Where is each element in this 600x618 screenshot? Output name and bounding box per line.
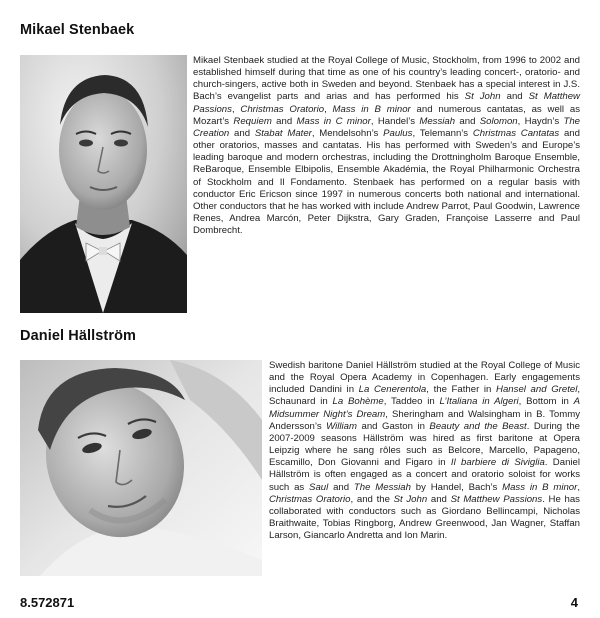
italic-title: Christmas Oratorio <box>269 493 351 505</box>
bio-text-run: and Gaston in <box>356 420 430 432</box>
bio-text-run: Swedish baritone Daniel Hällström studied at the Royal College of Music and the Royal Opera Academy in Copenhagen. Early engagements included Dandini in <box>269 360 580 396</box>
italic-title: La Cenerentola <box>358 384 427 396</box>
bio-text-run: , and the <box>350 493 394 505</box>
portrait-photo-hallstrom <box>20 360 262 576</box>
bio-text-run: Mikael Stenbaek studied at the Royal College of Music, Stockholm, from 1996 to 2002 and established himself during that time as one of his country’s leading concert-, oratorio- and church-singers, active both in Sweden and beyond. Stenbaek has a special interest in J.S. Bach’s evangelist parts and arias and has performed his <box>193 55 580 103</box>
section-heading-stenbaek: Mikael Stenbaek <box>20 22 135 38</box>
italic-title: Il barbiere di Siviglia <box>450 457 545 469</box>
bio-text-run: , Handel’s <box>370 115 420 127</box>
italic-title: Stabat Mater <box>254 127 312 139</box>
italic-title: St John <box>464 91 501 103</box>
italic-title: St Matthew Passions <box>450 493 543 505</box>
italic-title: St John <box>393 493 428 505</box>
italic-title: Paulus <box>383 127 413 139</box>
bio-text-run: and <box>328 481 354 493</box>
bio-text-run: and numerous cantatas, as well as Mozart’s <box>193 103 580 127</box>
bio-text-run: , <box>577 481 581 493</box>
bio-text-run: , Mendelsohn’s <box>311 127 384 139</box>
bio-text-run: by Handel, Bach’s <box>410 481 503 493</box>
italic-title: Saul <box>309 481 329 493</box>
italic-title: Mass in B minor <box>332 103 411 115</box>
bio-text-run: , Schaunard in <box>269 384 581 408</box>
bio-text-run: . He has collaborated with conductors such as Giordano Bellincampi, Nicholas Braithwaite, Tobias Ringborg, Andrew Greenwood, Jan Wagner, Staffan Larson, Giancarlo Andretta and Ion Marin. <box>269 493 580 542</box>
bio-text-run: , <box>231 103 241 115</box>
bio-text-run: and <box>500 91 529 103</box>
italic-title: A Midsummer Night’s Dream <box>269 396 581 420</box>
section-heading-hallstrom: Daniel Hällström <box>20 328 137 344</box>
bio-text-run: and other oratorios, masses and cantatas. His has performed with Sweden’s and Europe’s leading baroque and modern orchestras, including the Drottningholm Baroque Ensemble, ReBaroque, Ensemble Elbipolis, Ensemble Akadémia, the Royal Philharmonic Orchestra of Stockholm and Il Fondamento. Stenbaek has performed on a regular basis with conductor Eric Ericson since 1997 in numerous concerts both national and international. Other conductors that he has worked with include Andrew Parrot, Paul Goodwin, Lawrence Renes, Andrea Marcón, Peter Dijkstra, Gary Graden, Françoise Lasserre and Paul Dombrecht. <box>193 127 580 237</box>
italic-title: Messiah <box>419 115 456 127</box>
bio-text-hallstrom <box>269 360 580 542</box>
bio-text-run: and <box>271 115 297 127</box>
italic-title: Beauty and the Beast <box>429 420 527 432</box>
italic-title: Mass in C minor <box>296 115 371 127</box>
bio-text-stenbaek <box>193 55 580 237</box>
italic-title: William <box>326 420 357 432</box>
italic-title: Christmas Cantatas <box>472 127 560 139</box>
bio-text-run: , Haydn’s <box>517 115 564 127</box>
bio-text-run: and <box>455 115 480 127</box>
page-number: 4 <box>570 595 578 610</box>
italic-title: Solomon <box>479 115 518 127</box>
bio-text-run: and <box>229 127 255 139</box>
italic-title: The Messiah <box>353 481 411 493</box>
italic-title: La Bohème <box>332 396 384 408</box>
italic-title: Requiem <box>233 115 272 127</box>
italic-title: L’Italiana in Algeri <box>439 396 519 408</box>
bio-text-run: , Bottom in <box>518 396 574 408</box>
bio-text-run: , Telemann’s <box>412 127 473 139</box>
italic-title: St Matthew Passions <box>193 91 580 115</box>
bio-text-run: . During the 2007-2009 seasons Hällström was hired as first baritone at Opera Leipzig where he sang rôles such as Belcore, Marcello, Papageno, Escamillo, Don Giovanni and Figaro in <box>269 420 580 469</box>
italic-title: Hansel and Gretel <box>496 384 578 396</box>
italic-title: Christmas Oratorio <box>240 103 325 115</box>
bio-text-run: . Daniel Hällström is often engaged as a concert and oratorio soloist for works such as <box>269 457 581 493</box>
italic-title: Mass in B minor <box>502 481 578 493</box>
italic-title: The Creation <box>193 115 581 139</box>
catalogue-number: 8.572871 <box>20 595 75 610</box>
bio-text-run: and <box>427 493 451 505</box>
portrait-photo-stenbaek <box>20 55 187 313</box>
bio-text-run: , Sheringham and Walsingham in B. Tommy Andersson’s <box>269 408 581 432</box>
bio-text-run: , the Father in <box>426 384 497 396</box>
bio-text-run: , Taddeo in <box>383 396 440 408</box>
bio-text-run: , <box>324 103 333 115</box>
